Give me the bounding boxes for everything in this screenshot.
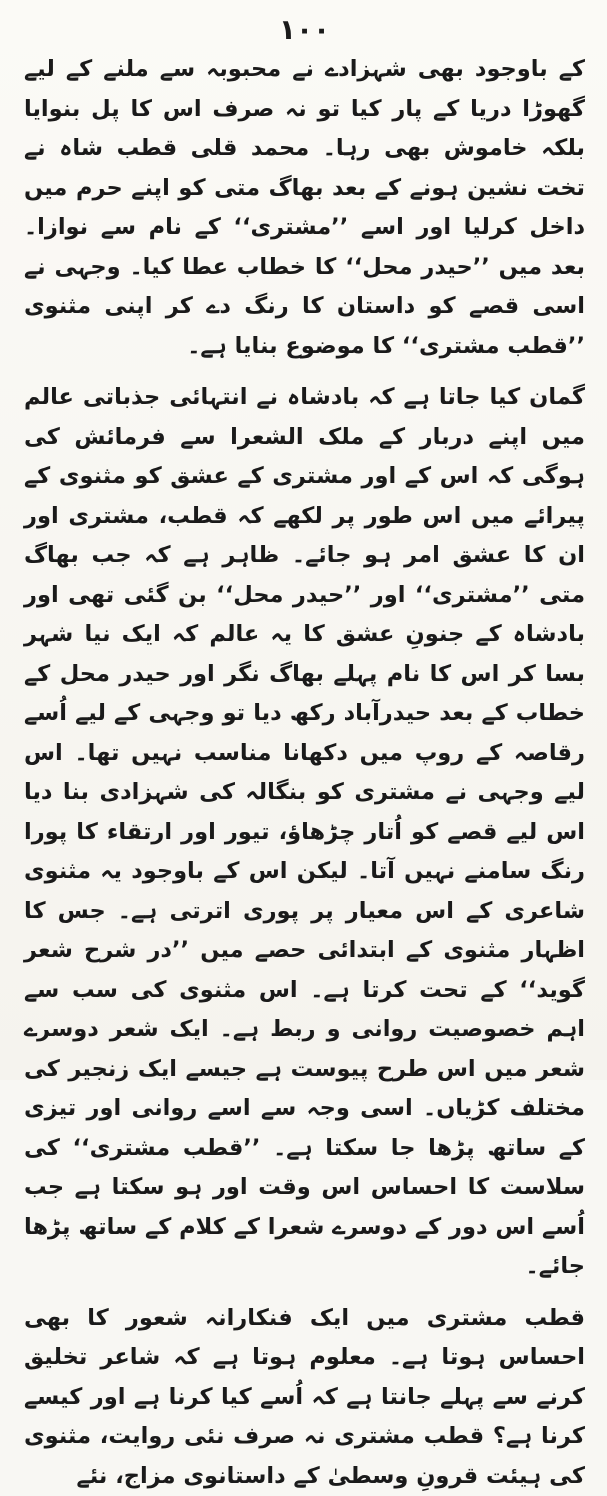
body-text (24, 50, 585, 1496)
paragraph-1: کے باوجود بھی شہزادے نے محبوبہ سے ملنے کے لیے گھوڑا دریا کے پار کیا تو نہ صرف اس کا پل بنوایا بلکہ خاموش بھی رہا۔ محمد قلی قطب شاہ نے تخت نشین ہونے کے بعد بھاگ متی کو اپنے حرم میں داخل کرلیا اور اسے ’’مشتری‘‘ کے نام سے نوازا۔ بعد میں ’’حیدر محل‘‘ کا خطاب عطا کیا۔ وجہی نے اسی قصے کو داستان کا رنگ دے کر اپنی مثنوی ’’قطب مشتری‘‘ کا موضوع بنایا ہے۔ (24, 50, 585, 366)
paragraph-2: گمان کیا جاتا ہے کہ بادشاہ نے انتہائی جذباتی عالم میں اپنے دربار کے ملک الشعرا سے فرمائش کی ہوگی کہ اس کے اور مشتری کے عشق کو مثنوی کے پیرائے میں اس طور پر لکھے کہ قطب، مشتری اور ان کا عشق امر ہو جائے۔ ظاہر ہے کہ جب بھاگ متی ’’مشتری‘‘ اور ’’حیدر محل‘‘ بن گئی تھی اور بادشاہ کے جنونِ عشق کا یہ عالم کہ ایک نیا شہر بسا کر اس کا نام پہلے بھاگ نگر اور حیدر محل کے خطاب کے بعد حیدرآباد رکھ دیا تو وجہی کے لیے اُسے رقاصہ کے روپ میں دکھانا مناسب نہیں تھا۔ اس لیے وجہی نے مشتری کو بنگالہ کی شہزادی بنا دیا اس لیے قصے کو اُتار چڑھاؤ، تیور اور ارتقاء کا پورا رنگ سامنے نہیں آتا۔ لیکن اس کے باوجود یہ مثنوی شاعری کے اس معیار پر پوری اترتی ہے۔ جس کا اظہار مثنوی کے ابتدائی حصے میں ’’در شرح شعر گوید‘‘ کے تحت کرتا ہے۔ اس مثنوی کی سب سے اہم خصوصیت روانی و ربط ہے۔ ایک شعر دوسرے شعر میں اس طرح پیوست ہے جیسے ایک زنجیر کی مختلف کڑیاں۔ اسی وجہ سے اسے روانی اور تیزی کے ساتھ پڑھا جا سکتا ہے۔ ’’قطب مشتری‘‘ کی سلاست کا احساس اس وقت اور ہو سکتا ہے جب اُسے اس دور کے دوسرے شعرا کے کلام کے ساتھ پڑھا جائے۔ (24, 378, 585, 1287)
page-number: ۱۰۰ (24, 10, 585, 50)
paragraph-3: قطب مشتری میں ایک فنکارانہ شعور کا بھی احساس ہوتا ہے۔ معلوم ہوتا ہے کہ شاعر تخلیق کرنے سے پہلے جانتا ہے کہ اُسے کیا کرنا ہے اور کیسے کرنا ہے؟ قطب مشتری نہ صرف نئی روایت، مثنوی کی ہیئت قرونِ وسطیٰ کے داستانوی مزاج، نئے (24, 1299, 585, 1496)
